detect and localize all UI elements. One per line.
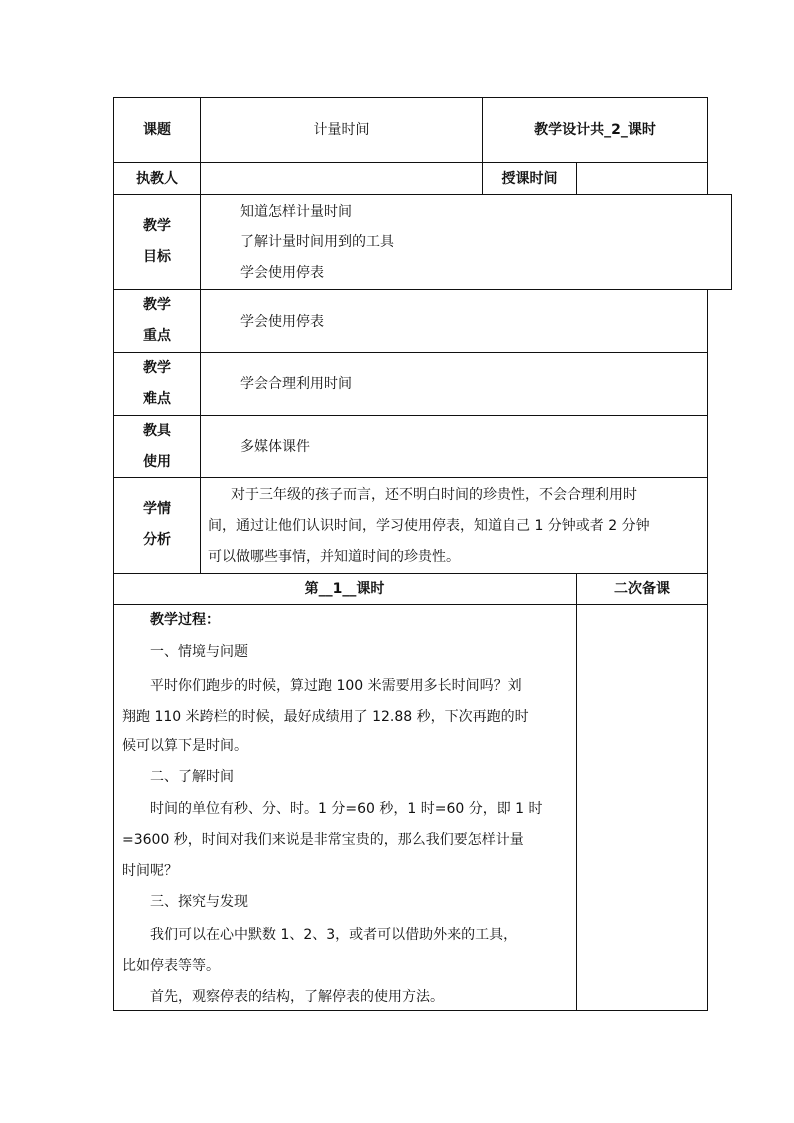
teacher-label: 执教人 (136, 171, 178, 187)
rule (113, 477, 708, 478)
rule (113, 194, 731, 195)
analysis-line: 可以做哪些事情，并知道时间的珍贵性。 (208, 549, 460, 565)
process-line: 翔跑 110 米跨栏的时候，最好成绩用了 12.88 秒，下次再跑的时 (122, 709, 529, 725)
goal-item: 学会使用停表 (240, 265, 324, 281)
difficulties-text: 学会合理利用时间 (240, 376, 352, 392)
rule (113, 352, 708, 353)
analysis-line: 间，通过让他们认识时间，学习使用停表，知道自己 1 分钟或者 2 分钟 (208, 518, 650, 534)
second-prep-heading: 二次备课 (614, 581, 670, 597)
period-heading: 第__1__课时 (304, 581, 385, 597)
process-line: 一、情境与问题 (150, 644, 248, 660)
tools-label-line1: 教具 (143, 423, 171, 439)
rule (576, 162, 577, 195)
topic-value: 计量时间 (313, 122, 370, 138)
rule (113, 604, 708, 605)
process-line: 首先，观察停表的结构，了解停表的使用方法。 (150, 989, 444, 1005)
analysis-label-line2: 分析 (143, 532, 171, 548)
goal-item: 了解计量时间用到的工具 (240, 234, 394, 250)
rule (707, 97, 708, 195)
rule (113, 97, 708, 98)
key-points-label-line2: 重点 (143, 328, 171, 344)
rule (113, 573, 708, 574)
process-line: 三、探究与发现 (150, 894, 248, 910)
process-line: 二、了解时间 (150, 769, 234, 785)
goals-label-line1: 教学 (143, 218, 171, 234)
process-title: 教学过程： (150, 612, 220, 628)
goals-label-line2: 目标 (143, 249, 171, 265)
topic-label: 课题 (143, 122, 171, 138)
process-line: 时间呢？ (122, 863, 178, 879)
rule (113, 289, 731, 290)
rule (113, 1010, 708, 1011)
key-points-label-line1: 教学 (143, 297, 171, 313)
process-line: 平时你们跑步的时候，算过跑 100 米需要用多长时间吗？刘 (150, 678, 522, 694)
process-line: =3600 秒，时间对我们来说是非常宝贵的，那么我们要怎样计量 (122, 832, 524, 848)
process-line: 我们可以在心中默数 1、2、3，或者可以借助外来的工具， (150, 927, 518, 943)
class-time-label: 授课时间 (501, 171, 558, 187)
rule (113, 162, 708, 163)
difficulties-label-line2: 难点 (143, 391, 171, 407)
rule (576, 573, 577, 1011)
tools-label-line2: 使用 (143, 454, 171, 470)
plan-periods: 教学设计共_2_课时 (534, 122, 656, 138)
rule (113, 415, 708, 416)
difficulties-label-line1: 教学 (143, 360, 171, 376)
process-line: 时间的单位有秒、分、时。1 分=60 秒，1 时=60 分，即 1 时 (150, 801, 543, 817)
analysis-label-line1: 学情 (143, 501, 171, 517)
tools-text: 多媒体课件 (240, 439, 310, 455)
process-line: 候可以算下是时间。 (122, 738, 248, 754)
process-line: 比如停表等等。 (122, 958, 220, 974)
goal-item: 知道怎样计量时间 (240, 204, 352, 220)
rule (731, 194, 732, 290)
key-points-text: 学会使用停表 (240, 314, 324, 330)
rule (707, 289, 708, 1011)
analysis-line: 对于三年级的孩子而言，还不明白时间的珍贵性，不会合理利用时 (231, 487, 637, 503)
